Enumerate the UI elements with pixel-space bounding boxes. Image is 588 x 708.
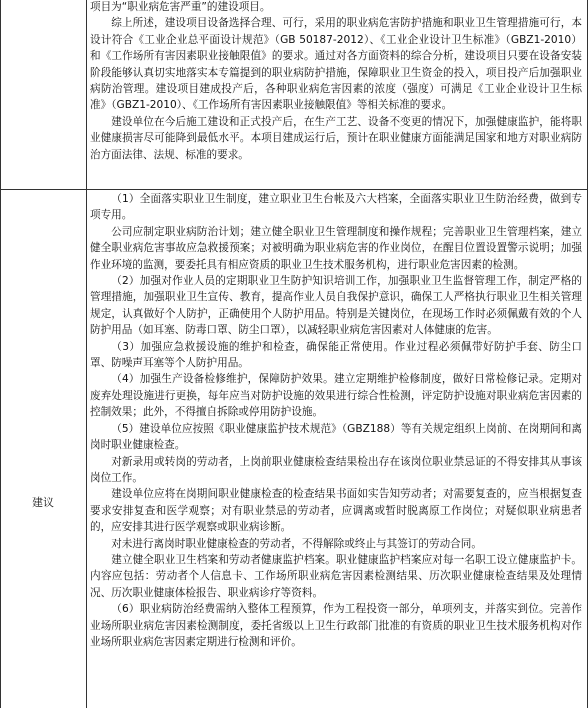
table-left-border — [0, 0, 1, 708]
conclusion-cell — [90, 0, 582, 189]
suggestions-cell — [90, 191, 582, 708]
conclusion-outlook: 建设单位在今后施工建设和正式投产后，在生产工艺、设备不变更的情况下，加强健康监护，能将职业健康损害尽可能降到最低水平。本项目建成运行后，预计在职业健康方面能满足国家和地方对职业病防治方面法律、法规、标准的要求。 — [90, 115, 582, 161]
suggestion-section-label: 建议 — [32, 496, 54, 509]
table-column-divider — [86, 0, 87, 708]
suggestion-paragraph: （1）全面落实职业卫生制度，建立职业卫生台帐及六大档案，全面落实职业卫生防治经费，做到专项专用。 — [90, 193, 582, 222]
suggestion-paragraph: 建设单位应将在岗期间职业健康检查的检查结果书面如实告知劳动者；对需要复查的，应当根据复查要求安排复查和医学观察；对有职业禁忌的劳动者，应调离或暂时脱离原工作岗位；对疑似职业病患者的，应安排其进行医学观察或职业病诊断。 — [90, 488, 582, 534]
suggestion-paragraph: （5）建设单位应按照《职业健康监护技术规范》（GBZ188）等有关规定组织上岗前、在岗期间和离岗时职业健康检查。 — [90, 422, 582, 452]
conclusion-intro: 项目为“职业病危害严重”的建设项目。 — [90, 1, 271, 13]
suggestion-paragraph: 建立健全职业卫生档案和劳动者健康监护档案。职业健康监护档案应对每一名职工设立健康监护卡。内容应包括：劳动者个人信息卡、工作场所职业病危害因素检测结果、历次职业健康检查结果及处理情况、历次职业健康体检报告、职业病诊疗等资料。 — [90, 553, 582, 599]
suggestion-paragraph: （3）加强应急救援设施的维护和检查，确保能正常使用。作业过程必须佩带好防护手套、防尘口罩、防噪声耳塞等个人防护用品。 — [90, 340, 582, 370]
suggestion-paragraph: 对新录用或转岗的劳动者，上岗前职业健康检查结果检出存在该岗位职业禁忌证的不得安排其从事该岗位工作。 — [90, 455, 582, 484]
suggestion-paragraph: 公司应制定职业病防治计划；建立健全职业卫生管理制度和操作规程；完善职业卫生管理档案，建立健全职业病危害事故应急救援预案；对被明确为职业病危害的作业岗位，在醒目位置设置警示说明；加强作业环境的监测，要委托具有相应资质的职业卫生技术服务机构，进行职业危害因素的检测。 — [90, 225, 582, 271]
table-row-divider — [0, 189, 588, 190]
conclusion-summary: 综上所述，建设项目设备选择合理、可行，采用的职业病危害防护措施和职业卫生管理措施可行，本设计符合《工业企业总平面设计规范》（GB 50187-2012）、《工业企业设计卫生标准》（GBZ1-2010）和《工作场所有害因素职业接触限值》的要求。通过对各方面资料的综合分析，建设项目只要在设备安装阶段能够认真切实地落实本专篇提到的职业病防护措施，保障职业卫生资金的投入，项目投产后加强职业病防治管理。建设项目建成投产后，各种职业病危害因素的浓度（强度）可满足《工业企业设计卫生标准》（GBZ1-2010）、《工作场所有害因素职业接触限值》等相关标准的要求。 — [90, 17, 582, 112]
suggestion-paragraph: （4）加强生产设备检修维护，保障防护效果。建立定期维护检修制度，做好日常检修记录。定期对废弃处理设施进行更换，每年应当对防护设施的效果进行综合性检测，评定防护设施对职业病危害因素的控制效果；此外，不得擅自拆除或停用防护设施。 — [90, 373, 582, 419]
suggestion-paragraph: 对未进行离岗时职业健康检查的劳动者，不得解除或终止与其签订的劳动合同。 — [111, 537, 482, 550]
suggestion-paragraph: （6）职业病防治经费需纳入整体工程预算，作为工程投资一部分，单项列支，并落实到位。完善作业场所职业病危害因素检测制度，委托省级以上卫生行政部门批准的有资质的职业卫生技术服务机构对作业场所职业病危害因素定期进行检测和评价。 — [90, 603, 582, 648]
suggestion-paragraph: （2）加强对作业人员的定期职业卫生防护知识培训工作，加强职业卫生监督管理工作，制定严格的管理措施，加强职业卫生宣传、教育，提高作业人员自我保护意识，确保工人严格执行职业卫生相关管理规定，认真做好个人防护，正确使用个人防护用品。特别是关键岗位，在现场工作时必须佩戴有效的个人防护用品（如耳塞、防毒口罩、防尘口罩），以减轻职业病危害因素对人体健康的危害。 — [90, 275, 582, 337]
